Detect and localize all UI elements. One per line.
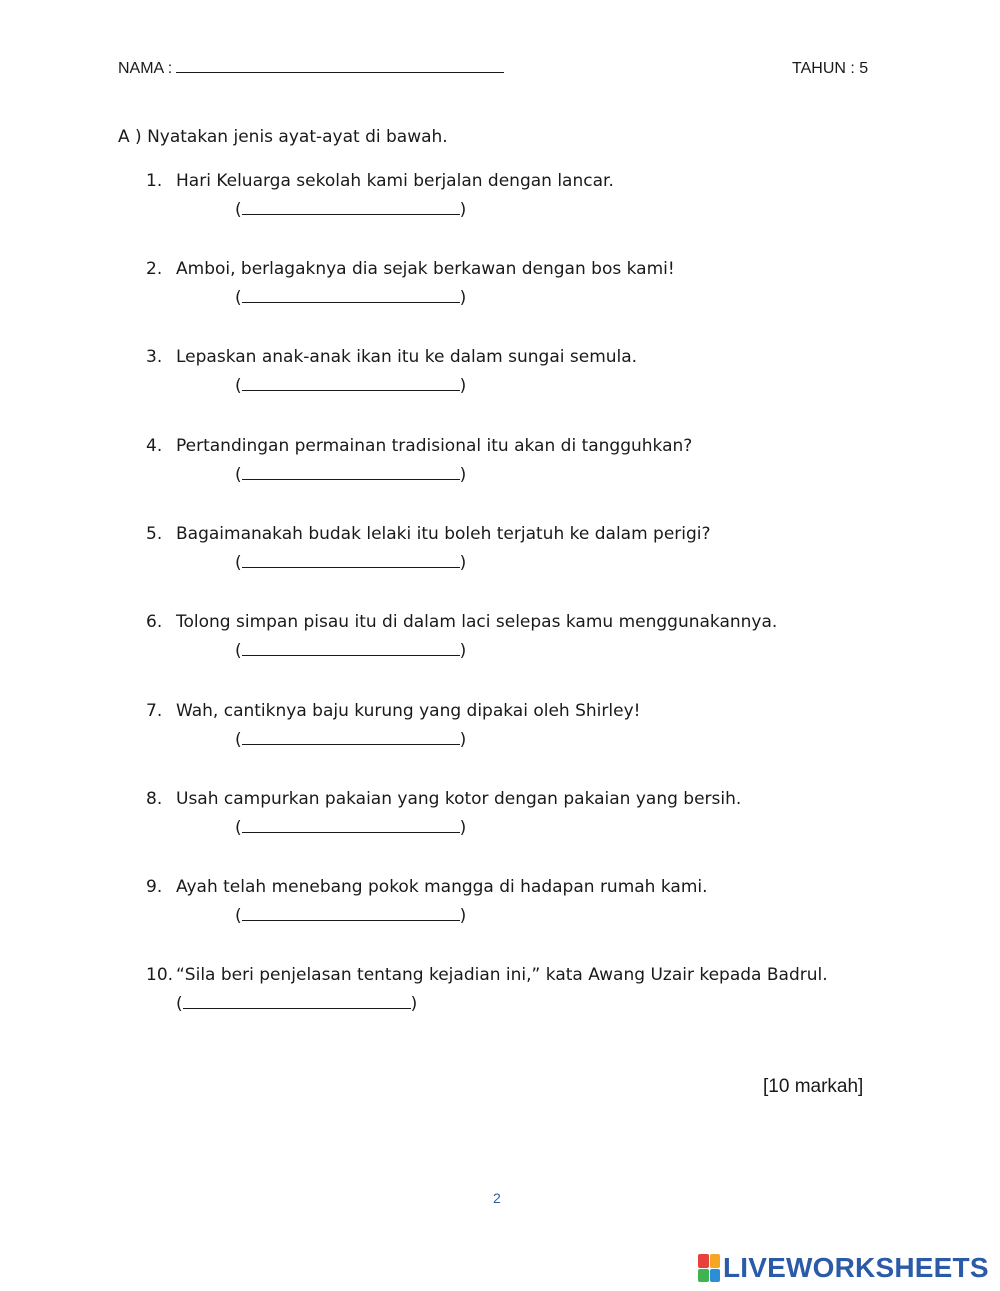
question-number: 8.: [146, 789, 163, 809]
answer-blank[interactable]: [183, 994, 411, 1009]
answer-close-paren: ): [459, 465, 467, 485]
answer-close-paren: ): [459, 288, 467, 308]
answer-blank[interactable]: [242, 376, 460, 391]
answer-field[interactable]: [235, 818, 466, 838]
question-item: [146, 701, 926, 750]
answer-open-paren: (: [235, 465, 242, 485]
question-line: [146, 965, 926, 985]
question-number: 1.: [146, 171, 163, 191]
answer-blank[interactable]: [242, 641, 460, 656]
question-text: “Sila beri penjelasan tentang kejadian ini,” kata Awang Uzair kepada Badrul.: [176, 965, 828, 985]
answer-open-paren: (: [235, 906, 242, 926]
name-field: [118, 58, 504, 78]
answer-open-paren: (: [176, 994, 183, 1014]
answer-open-paren: (: [235, 730, 242, 750]
section-instruction: A ) Nyatakan jenis ayat-ayat di bawah.: [118, 127, 448, 147]
question-text: Hari Keluarga sekolah kami berjalan dengan lancar.: [176, 171, 614, 191]
answer-close-paren: ): [459, 376, 467, 396]
answer-field[interactable]: [235, 376, 466, 396]
question-item: [146, 524, 926, 573]
answer-open-paren: (: [235, 376, 242, 396]
answer-open-paren: (: [235, 553, 242, 573]
brand-name: LIVEWORKSHEETS: [723, 1252, 989, 1283]
answer-close-paren: ): [459, 818, 467, 838]
question-line: [146, 701, 926, 721]
question-text: Lepaskan anak-anak ikan itu ke dalam sungai semula.: [176, 347, 638, 367]
question-number: 9.: [146, 877, 163, 897]
answer-blank[interactable]: [242, 200, 460, 215]
question-item: [146, 259, 926, 308]
answer-blank[interactable]: [242, 906, 460, 921]
question-text: Pertandingan permainan tradisional itu akan di tangguhkan?: [176, 436, 693, 456]
answer-field[interactable]: [235, 906, 466, 926]
answer-field[interactable]: [235, 288, 466, 308]
question-item: [146, 347, 926, 396]
question-number: 2.: [146, 259, 163, 279]
answer-field[interactable]: [235, 730, 466, 750]
question-item: [146, 436, 926, 485]
question-number: 10.: [146, 965, 174, 985]
answer-close-paren: ): [459, 200, 467, 220]
question-item: [146, 877, 926, 926]
total-marks: [10 markah]: [763, 1076, 864, 1097]
question-text: Tolong simpan pisau itu di dalam laci selepas kamu menggunakannya.: [176, 612, 778, 632]
liveworksheets-logo-icon: [698, 1254, 720, 1282]
answer-field[interactable]: [235, 641, 466, 661]
question-line: [146, 347, 926, 367]
question-line: [146, 436, 926, 456]
question-number: 7.: [146, 701, 163, 721]
answer-close-paren: ): [459, 906, 467, 926]
year-label: TAHUN : 5: [792, 60, 869, 77]
answer-field[interactable]: [235, 200, 466, 220]
answer-open-paren: (: [235, 200, 242, 220]
answer-field[interactable]: [176, 994, 417, 1014]
question-line: [146, 612, 926, 632]
question-text: Ayah telah menebang pokok mangga di hadapan rumah kami.: [176, 877, 708, 897]
question-text: Usah campurkan pakaian yang kotor dengan pakaian yang bersih.: [176, 789, 742, 809]
answer-close-paren: ): [459, 730, 467, 750]
logo-square: [710, 1269, 721, 1283]
answer-open-paren: (: [235, 641, 242, 661]
page-number: 2: [493, 1190, 501, 1206]
answer-open-paren: (: [235, 288, 242, 308]
question-text: Wah, cantiknya baju kurung yang dipakai oleh Shirley!: [176, 701, 641, 721]
question-item: [146, 171, 926, 220]
question-line: [146, 171, 926, 191]
question-item: [146, 789, 926, 838]
answer-blank[interactable]: [242, 553, 460, 568]
liveworksheets-brand: [698, 1254, 989, 1282]
answer-close-paren: ): [459, 641, 467, 661]
answer-field[interactable]: [235, 465, 466, 485]
answer-close-paren: ): [459, 553, 467, 573]
name-label: NAMA :: [118, 60, 173, 77]
logo-square: [698, 1269, 709, 1283]
question-item: [146, 965, 926, 1014]
answer-open-paren: (: [235, 818, 242, 838]
question-number: 3.: [146, 347, 163, 367]
logo-square: [698, 1254, 709, 1268]
question-line: [146, 877, 926, 897]
answer-field[interactable]: [235, 553, 466, 573]
question-number: 6.: [146, 612, 163, 632]
question-item: [146, 612, 926, 661]
name-blank[interactable]: [176, 58, 504, 73]
answer-blank[interactable]: [242, 288, 460, 303]
question-number: 4.: [146, 436, 163, 456]
question-text: Amboi, berlagaknya dia sejak berkawan dengan bos kami!: [176, 259, 675, 279]
answer-blank[interactable]: [242, 465, 460, 480]
question-line: [146, 789, 926, 809]
question-line: [146, 259, 926, 279]
answer-blank[interactable]: [242, 730, 460, 745]
question-number: 5.: [146, 524, 163, 544]
question-line: [146, 524, 926, 544]
answer-close-paren: ): [410, 994, 418, 1014]
answer-blank[interactable]: [242, 818, 460, 833]
question-text: Bagaimanakah budak lelaki itu boleh terjatuh ke dalam perigi?: [176, 524, 711, 544]
logo-square: [710, 1254, 721, 1268]
